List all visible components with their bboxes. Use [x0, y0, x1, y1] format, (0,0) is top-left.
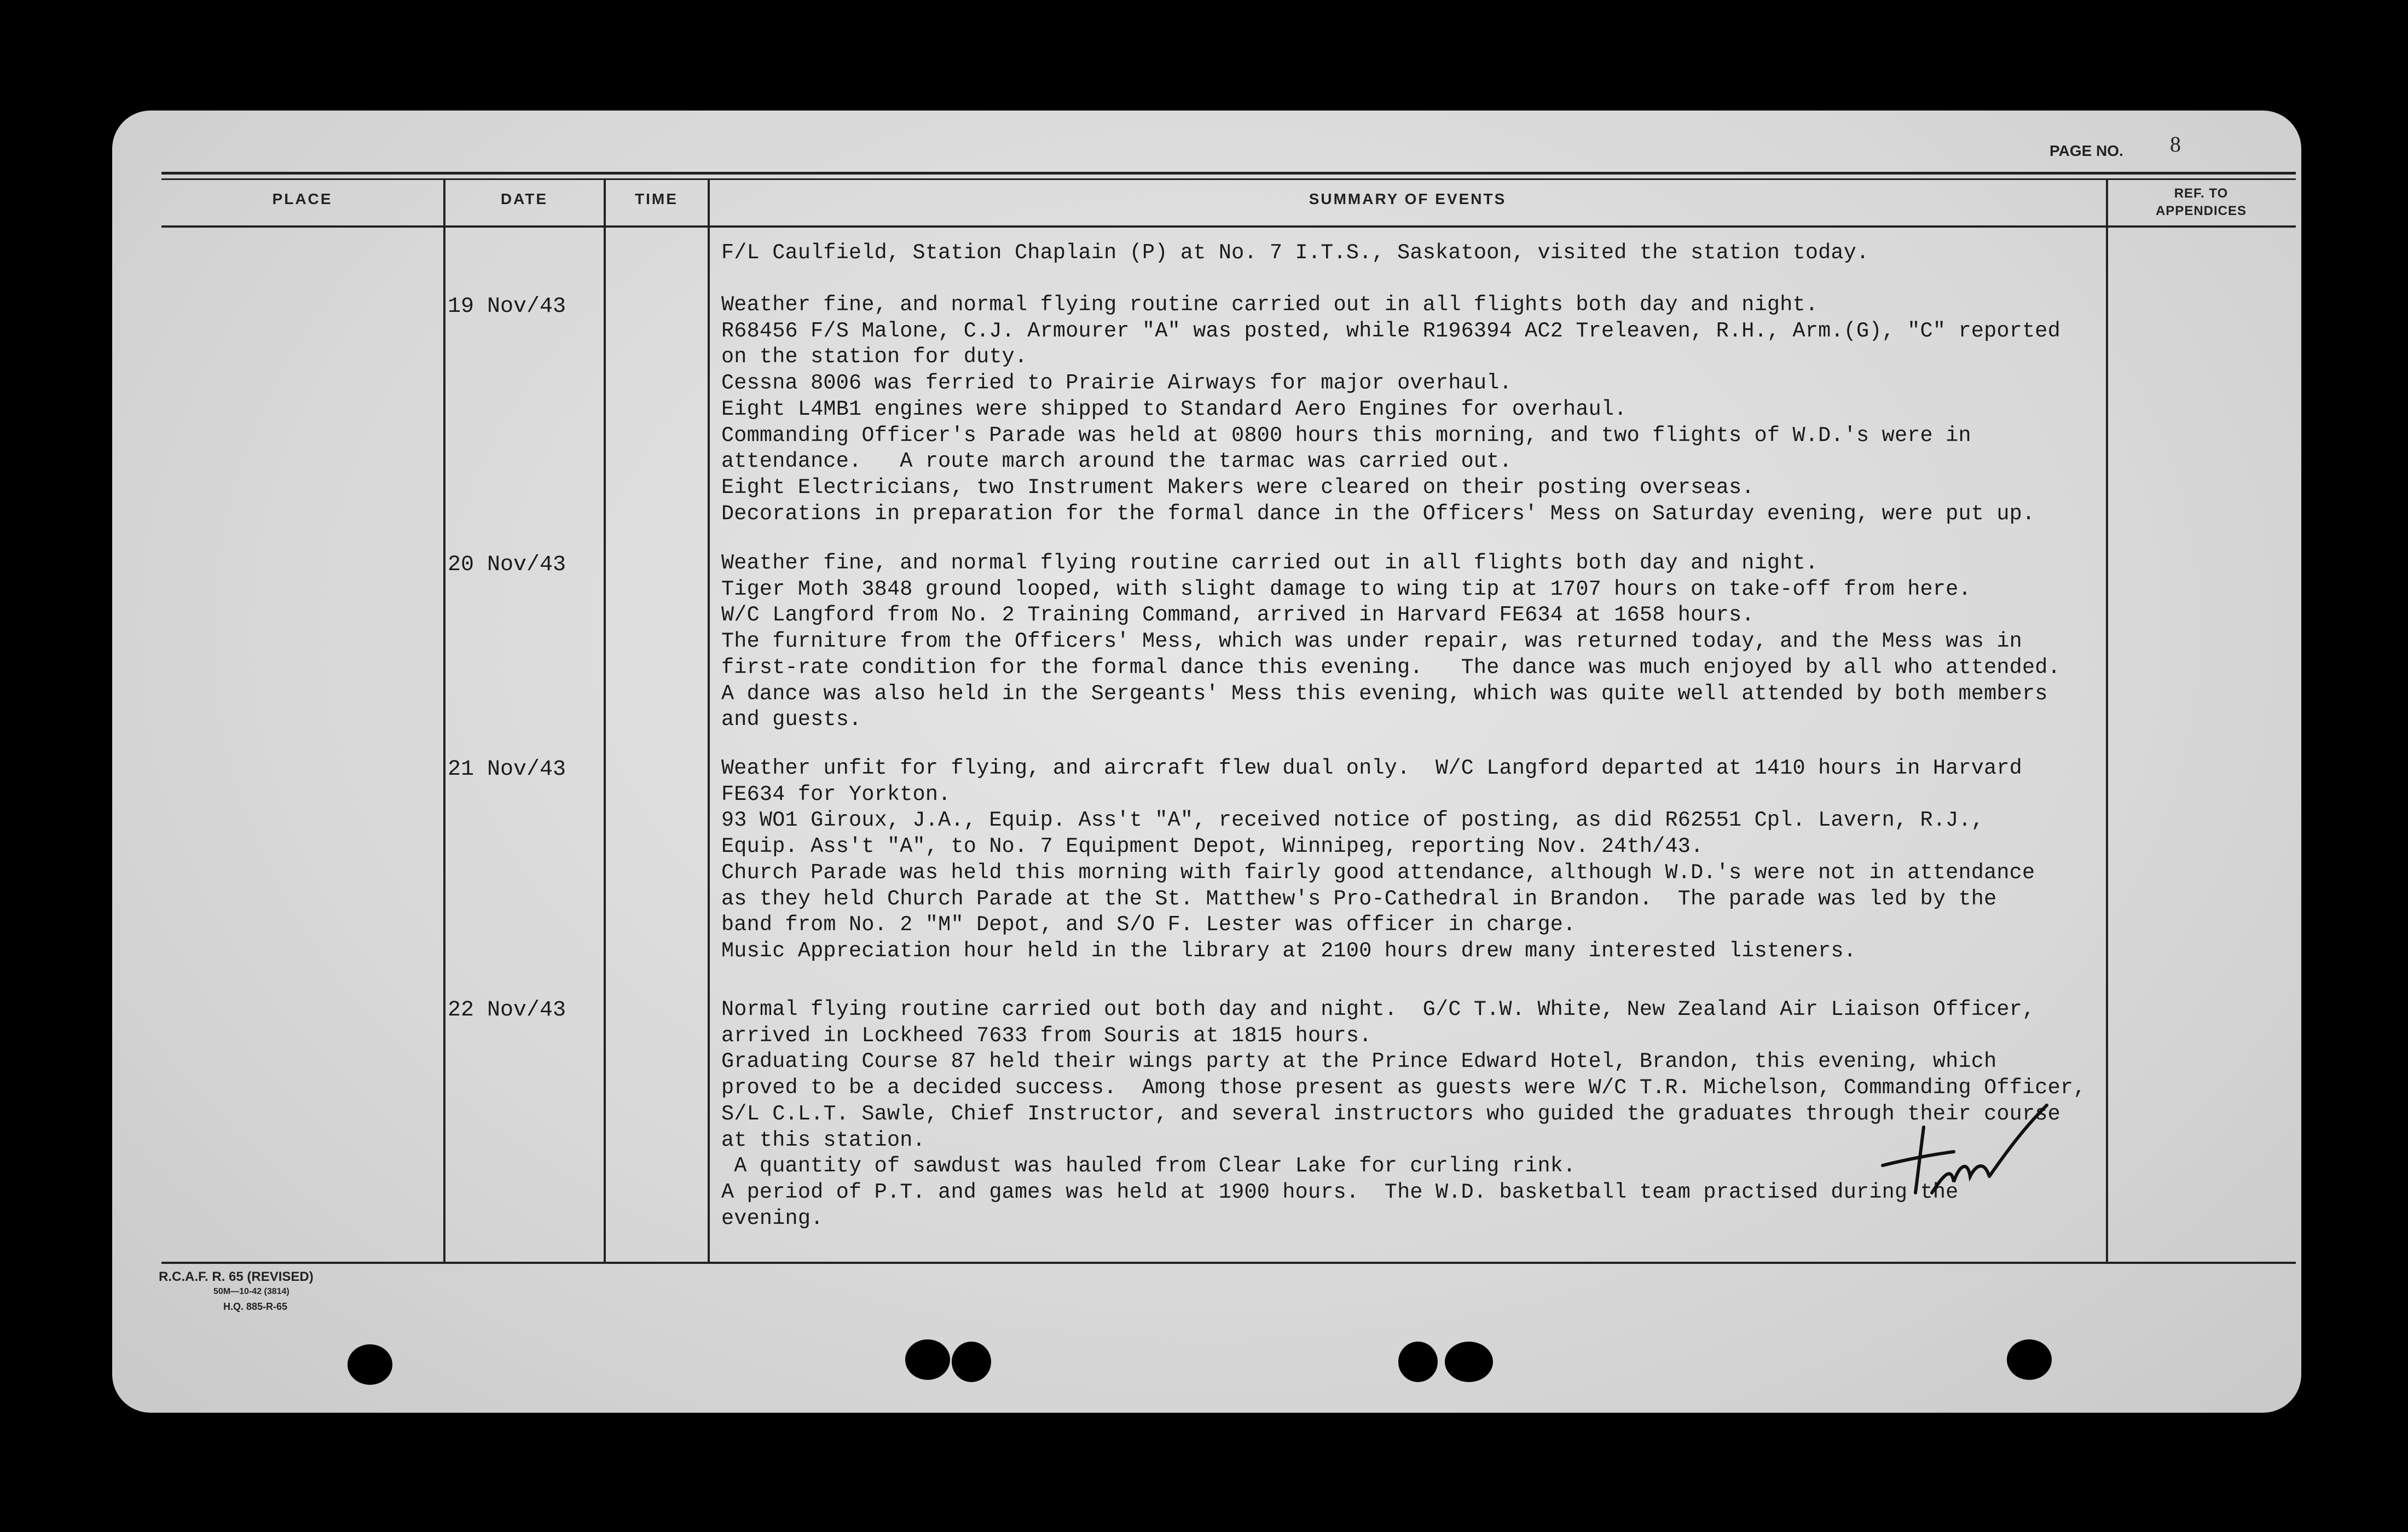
event-line: first-rate condition for the formal dance this evening. The dance was much enjoyed by all who attended. — [721, 655, 2060, 680]
header-summary: SUMMARY OF EVENTS — [1309, 190, 1507, 207]
header-date: DATE — [500, 190, 548, 207]
header-ref: REF. TO — [2174, 186, 2228, 201]
event-line: Decorations in preparation for the formal dance in the Officers' Mess on Saturday evening, were put up. — [721, 502, 2035, 526]
event-line: Tiger Moth 3848 ground looped, with slight damage to wing tip at 1707 hours on take-off from here. — [721, 577, 1971, 601]
event-line: band from No. 2 "M" Depot, and S/O F. Lester was officer in charge. — [721, 913, 1576, 937]
event-line: W/C Langford from No. 2 Training Command, arrived in Harvard FE634 at 1658 hours. — [721, 603, 1755, 627]
event-line: Eight Electricians, two Instrument Makers were cleared on their posting overseas. — [721, 475, 1755, 500]
col-rule-summary — [2106, 178, 2108, 1263]
punch-hole — [2007, 1339, 2052, 1380]
header-appendices: APPENDICES — [2155, 204, 2247, 218]
punch-hole — [1445, 1342, 1493, 1382]
entry-date: 19 Nov/43 — [448, 294, 566, 319]
form-hq-code: H.Q. 885-R-65 — [223, 1301, 288, 1312]
event-line: arrived in Lockheed 7633 from Souris at 1815 hours. — [721, 1024, 1372, 1048]
event-line: Graduating Course 87 held their wings party at the Prince Edward Hotel, Brandon, this evening, which — [721, 1049, 1997, 1073]
event-line: on the station for duty. — [721, 345, 1028, 369]
page-number-label: PAGE NO. — [2050, 142, 2123, 159]
top-rule-thin — [161, 178, 2296, 180]
event-line: Commanding Officer's Parade was held at 0800 hours this morning, and two flights of W.D.'s were in — [721, 423, 1971, 448]
bottom-rule — [161, 1262, 2296, 1264]
event-line: FE634 for Yorkton. — [721, 782, 951, 806]
col-rule-date — [604, 178, 606, 1263]
event-line: Music Appreciation hour held in the library at 2100 hours drew many interested listeners. — [721, 939, 1857, 963]
header-time: TIME — [635, 190, 678, 207]
event-line: Church Parade was held this morning with fairly good attendance, although W.D.'s were not in attendance — [721, 861, 2035, 885]
event-line: Equip. Ass't "A", to No. 7 Equipment Depot, Winnipeg, reporting Nov. 24th/43. — [721, 834, 1704, 858]
event-line: Normal flying routine carried out both day and night. G/C T.W. White, New Zealand Air Liaison Officer, — [721, 997, 2035, 1022]
event-line: Weather unfit for flying, and aircraft flew dual only. W/C Langford departed at 1410 hours in Harvard — [721, 756, 2022, 780]
event-line: as they held Church Parade at the St. Matthew's Pro-Cathedral in Brandon. The parade was led by the — [721, 887, 1997, 911]
header-rule — [161, 225, 2296, 228]
page-number: 8 — [2170, 132, 2181, 156]
header-place: PLACE — [272, 190, 333, 207]
event-line: The furniture from the Officers' Mess, which was under repair, was returned today, and the Mess was in — [721, 629, 2022, 653]
form-number: R.C.A.F. R. 65 (REVISED) — [159, 1269, 314, 1284]
event-line: 93 WO1 Giroux, J.A., Equip. Ass't "A", received notice of posting, as did R62551 Cpl. Lavern, R.J., — [721, 808, 1984, 832]
punch-hole — [952, 1342, 991, 1382]
event-line: S/L C.L.T. Sawle, Chief Instructor, and several instructors who guided the graduates through their course — [721, 1102, 2060, 1126]
event-line: Eight L4MB1 engines were shipped to Standard Aero Engines for overhaul. — [721, 397, 1627, 421]
entry-date: 22 Nov/43 — [448, 998, 566, 1023]
col-rule-time — [708, 178, 710, 1263]
event-line: and guests. — [721, 707, 862, 732]
punch-hole — [905, 1339, 950, 1380]
event-line: Weather fine, and normal flying routine carried out in all flights both day and night. — [721, 551, 1819, 575]
entry-date: 21 Nov/43 — [448, 757, 566, 782]
form-print-code: 50M—10-42 (3814) — [213, 1287, 290, 1296]
event-line: Weather fine, and normal flying routine carried out in all flights both day and night. — [721, 293, 1819, 317]
event-line: A dance was also held in the Sergeants' Mess this evening, which was quite well attended by both members — [721, 682, 2048, 706]
signature — [1872, 1094, 2080, 1204]
top-rule — [161, 172, 2296, 175]
event-line: A period of P.T. and games was held at 1900 hours. The W.D. basketball team practised during the — [721, 1180, 1959, 1204]
entry-date: 20 Nov/43 — [448, 553, 566, 577]
event-line: A quantity of sawdust was hauled from Clear Lake for curling rink. — [721, 1154, 1576, 1178]
event-line: at this station. — [721, 1128, 925, 1152]
event-line: proved to be a decided success. Among those present as guests were W/C T.R. Michelson, Commanding Officer, — [721, 1076, 2086, 1100]
event-line: attendance. A route march around the tarmac was carried out. — [721, 449, 1512, 473]
event-line: R68456 F/S Malone, C.J. Armourer "A" was posted, while R196394 AC2 Treleaven, R.H., Arm.(G), "C" reported — [721, 319, 2060, 343]
event-line: Cessna 8006 was ferried to Prairie Airways for major overhaul. — [721, 371, 1512, 395]
event-line: evening. — [721, 1206, 824, 1231]
event-line: F/L Caulfield, Station Chaplain (P) at No. 7 I.T.S., Saskatoon, visited the station today. — [721, 241, 1869, 265]
col-rule-place — [443, 178, 445, 1263]
punch-hole — [348, 1344, 392, 1385]
punch-hole — [1398, 1342, 1438, 1382]
